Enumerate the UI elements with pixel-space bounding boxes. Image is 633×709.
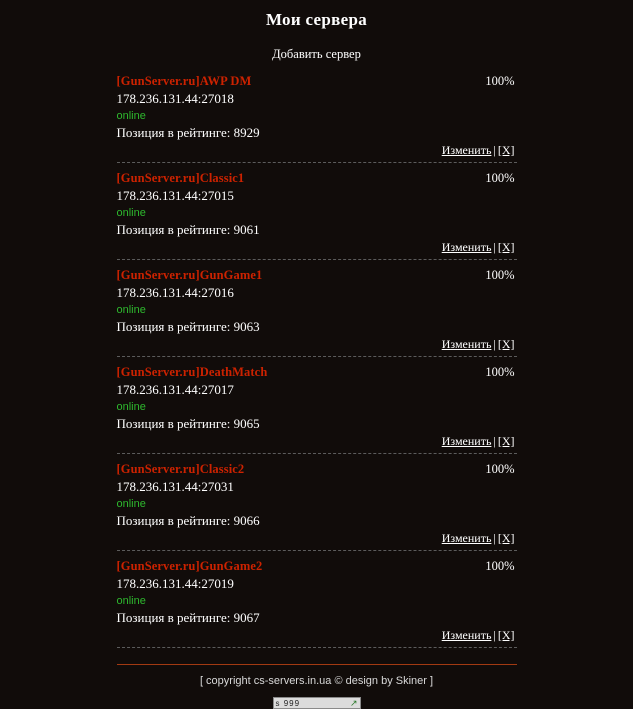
- delete-link[interactable]: [X]: [497, 337, 515, 351]
- edit-link[interactable]: Изменить: [441, 143, 492, 157]
- divider: [117, 550, 517, 551]
- footer-text-before: [ copyright: [199, 675, 254, 687]
- server-actions: [117, 337, 517, 352]
- server-percent: 100%: [485, 268, 515, 282]
- list-item: [117, 456, 517, 553]
- server-rank: Позиция в рейтинге: 9066: [116, 513, 260, 528]
- server-rank: Позиция в рейтинге: 9063: [116, 319, 260, 334]
- server-percent: 100%: [485, 365, 515, 379]
- server-ip: 178.236.131.44:27016: [116, 285, 234, 300]
- list-item: [117, 68, 517, 165]
- server-name-link[interactable]: [GunServer.ru]Classic1: [116, 171, 245, 185]
- server-rank: Позиция в рейтинге: 8929: [116, 125, 260, 140]
- delete-link[interactable]: [X]: [497, 143, 515, 157]
- server-ip: 178.236.131.44:27018: [116, 91, 234, 106]
- edit-link[interactable]: Изменить: [441, 434, 492, 448]
- add-server-link[interactable]: Добавить сервер: [272, 47, 361, 61]
- server-actions: [117, 240, 517, 255]
- counter-value: s 999: [275, 698, 301, 708]
- server-name-link[interactable]: [GunServer.ru]GunGame1: [116, 268, 263, 282]
- list-item: [117, 359, 517, 456]
- server-name-link[interactable]: [GunServer.ru]DeathMatch: [116, 365, 268, 379]
- divider: [117, 162, 517, 163]
- status-badge: online: [116, 304, 146, 316]
- edit-link[interactable]: Изменить: [441, 337, 492, 351]
- delete-link[interactable]: [X]: [497, 240, 515, 254]
- server-header: [117, 365, 517, 380]
- server-ip: 178.236.131.44:27017: [116, 382, 234, 397]
- page-title: Мои сервера: [265, 10, 368, 29]
- server-header: [117, 462, 517, 477]
- list-item: [117, 262, 517, 359]
- server-actions: [117, 531, 517, 546]
- server-rank: Позиция в рейтинге: 9061: [116, 222, 260, 237]
- edit-link[interactable]: Изменить: [441, 531, 492, 545]
- server-name-link[interactable]: [GunServer.ru]Classic2: [116, 462, 245, 476]
- footer-text-after: © design by Skiner ]: [331, 675, 434, 687]
- server-ip: 178.236.131.44:27031: [116, 479, 234, 494]
- footer-rule: [117, 664, 517, 665]
- server-percent: 100%: [485, 559, 515, 573]
- action-separator: |: [493, 434, 496, 448]
- edit-link[interactable]: Изменить: [441, 240, 492, 254]
- server-list: [117, 68, 517, 650]
- server-rank: Позиция в рейтинге: 9065: [116, 416, 260, 431]
- server-header: [117, 268, 517, 283]
- server-header: [117, 171, 517, 186]
- server-ip: 178.236.131.44:27015: [116, 188, 234, 203]
- delete-link[interactable]: [X]: [497, 628, 515, 642]
- divider: [117, 259, 517, 260]
- arrow-up-icon: ↗: [349, 697, 358, 708]
- add-server-row: [0, 46, 633, 62]
- status-badge: online: [116, 207, 146, 219]
- action-separator: |: [493, 337, 496, 351]
- server-actions: [117, 628, 517, 643]
- server-percent: 100%: [485, 171, 515, 185]
- footer-brand-link[interactable]: cs-servers.in.ua: [253, 675, 332, 687]
- divider: [117, 356, 517, 357]
- list-item: [117, 165, 517, 262]
- footer: [0, 675, 633, 687]
- action-separator: |: [493, 628, 496, 642]
- server-actions: [117, 143, 517, 158]
- server-header: [117, 559, 517, 574]
- server-percent: 100%: [485, 462, 515, 476]
- divider: [117, 647, 517, 648]
- server-percent: 100%: [485, 74, 515, 88]
- status-badge: online: [116, 595, 146, 607]
- status-badge: online: [116, 498, 146, 510]
- delete-link[interactable]: [X]: [497, 434, 515, 448]
- server-name-link[interactable]: [GunServer.ru]AWP DM: [116, 74, 252, 88]
- list-item: [117, 553, 517, 650]
- server-header: [117, 74, 517, 89]
- server-ip: 178.236.131.44:27019: [116, 576, 234, 591]
- status-badge: online: [116, 110, 146, 122]
- action-separator: |: [493, 531, 496, 545]
- action-separator: |: [493, 143, 496, 157]
- server-rank: Позиция в рейтинге: 9067: [116, 610, 260, 625]
- counter-wrap: [0, 697, 633, 709]
- visitor-counter[interactable]: [273, 697, 361, 709]
- server-actions: [117, 434, 517, 449]
- delete-link[interactable]: [X]: [497, 531, 515, 545]
- server-name-link[interactable]: [GunServer.ru]GunGame2: [116, 559, 263, 573]
- edit-link[interactable]: Изменить: [441, 628, 492, 642]
- action-separator: |: [493, 240, 496, 254]
- divider: [117, 453, 517, 454]
- status-badge: online: [116, 401, 146, 413]
